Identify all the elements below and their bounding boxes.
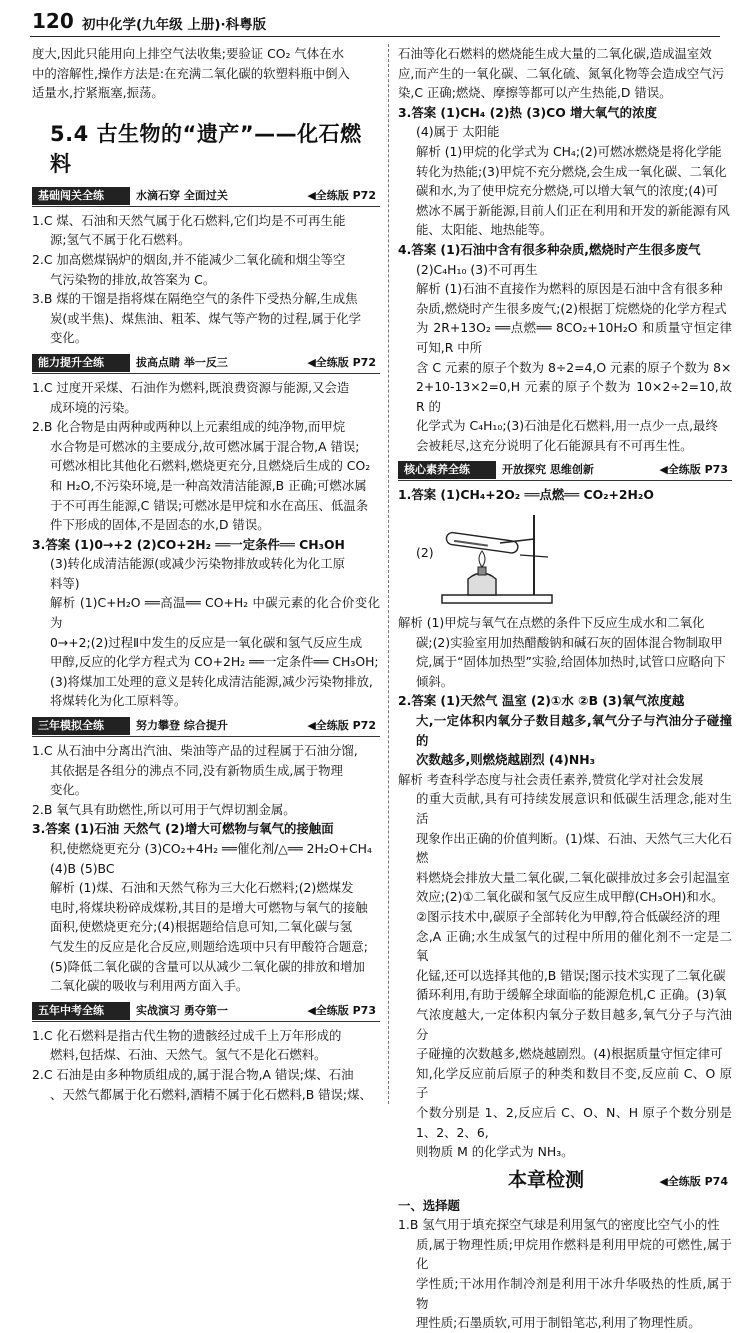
text-line: 石油等化石燃料的燃烧能生成大量的二氧化碳,造成温室效 — [398, 46, 712, 61]
text-line: ②图示技术中,碳原子全部转化为甲醇,符合低碳经济的理 — [416, 908, 720, 924]
text-line: 燃料,包括煤、石油、天然气。氢气不是化石燃料。 — [50, 1047, 327, 1063]
text-line: (3)将煤加工处理的意义是转化成清洁能源,减少污染物排放, — [50, 673, 373, 689]
text-line: 适量水,拧紧瓶塞,振荡。 — [32, 85, 164, 101]
bar-page-ref: ◀全练版 P73 — [659, 463, 728, 477]
bar-underline — [32, 206, 380, 207]
text-line: 、天然气都属于化石燃料,酒精不属于化石燃料,B 错误;煤、 — [50, 1086, 372, 1102]
text-line: 碳;(2)实验室用加热醋酸钠和碱石灰的固体混合物制取甲 — [416, 634, 723, 650]
bar-tag: 五年中考全练 — [32, 1002, 130, 1020]
text-line: 2.B 氧气具有助燃性,所以可用于气焊切割金属。 — [32, 801, 296, 817]
text-line: 中的溶解性,操作方法是:在充满二氧化碳的软塑料瓶中倒入 — [32, 65, 350, 81]
bar-subtitle: 努力攀登 综合提升 — [136, 719, 228, 733]
text-line: 倾斜。 — [416, 673, 454, 689]
text-line: 2+10-13×2=0,H 元素的原子个数为 10×2÷2=10,故 R 的 — [416, 379, 732, 414]
text-line: 子碰撞的次数越多,燃烧越剧烈。(4)根据质量守恒定律可 — [416, 1046, 723, 1062]
text-line: 于不可再生能源,C 错误;可燃冰是甲烷和水在高压、低温条 — [50, 497, 369, 513]
text-line: 个数分别是 1、2,反应后 C、O、N、H 原子个数分别是 1、2、2、6, — [416, 1104, 732, 1140]
text-line: 理性质;石墨质软,可用于制铅笔芯,利用了物理性质。 — [416, 1315, 701, 1331]
text-line: 杂质,燃烧时产生很多废气;(2)根据丁烷燃烧的化学方程式 — [416, 300, 727, 316]
text-line: 碳和水,为了使甲烷充分燃烧,可以增大氧气的浓度;(4)可 — [416, 183, 719, 199]
answer-block — [398, 485, 732, 505]
bar-tag: 基础闯关全练 — [32, 187, 130, 205]
bar-subtitle: 水滴石穿 全面过关 — [136, 188, 228, 202]
exercise-bar-exam — [32, 1000, 380, 1022]
text-line: 2.C 石油是由多种物质组成的,属于混合物,A 错误;煤、石油 — [32, 1066, 354, 1082]
text-line: 解析 (1)煤、石油和天然气称为三大化石燃料;(2)燃煤发 — [50, 880, 354, 896]
text-line: (3)转化成清洁能源(或减少污染物排放或转化为化工原 — [50, 556, 345, 572]
text-line: 1.答案 (1)CH₄+2O₂ ══点燃══ CO₂+2H₂O — [398, 487, 654, 503]
text-line: 成环境的污染。 — [50, 399, 137, 415]
text-line: 2.答案 (1)天然气 温室 (2)①水 ②B (3)氧气浓度越 — [398, 693, 685, 709]
text-line: 含 C 元素的原子个数为 8÷2=4,O 元素的原子个数为 8× — [416, 359, 732, 375]
bar-underline — [32, 1021, 380, 1022]
text-line: 学性质;干冰用作制冷剂是利用干冰升华吸热的性质,属于物 — [416, 1276, 732, 1311]
answer-block — [398, 44, 732, 455]
header-rule — [30, 36, 720, 37]
text-line: 二氧化碳的吸收与利用两方面入手。 — [50, 978, 249, 994]
text-line: 2.B 化合物是由两种或两种以上元素组成的纯净物,而甲烷 — [32, 419, 346, 435]
text-line: 料等) — [50, 575, 80, 591]
bar-subtitle: 实战演习 勇夺第一 — [136, 1003, 228, 1017]
text-line: 质,属于物理性质;甲烷用作燃料是利用甲烷的可燃性,属于化 — [416, 1236, 732, 1272]
page-header — [30, 8, 730, 38]
text-line: 则物质 M 的化学式为 NH₃。 — [416, 1144, 574, 1160]
column-divider — [388, 44, 389, 1104]
text-line: 解析 (1)C+H₂O ══高温══ CO+H₂ 中碳元素的化合价变化为 — [50, 595, 380, 631]
bar-page-ref: ◀全练版 P72 — [307, 719, 376, 733]
text-line: 气浓度越大,一定体积内氧分子数目越多,氧气分子与汽油分 — [416, 1006, 732, 1042]
text-line: 能、太阳能、地热能等。 — [416, 222, 553, 238]
text-line: 3.B 煤的干馏是指将煤在隔绝空气的条件下受热分解,生成焦 — [32, 291, 358, 307]
exercise-bar-mock — [32, 715, 380, 737]
text-line: 大,一定体积内氧分子数目越多,氧气分子与汽油分子碰撞的 — [416, 713, 732, 748]
exercise-bar-core — [398, 459, 732, 481]
bar-underline — [32, 373, 380, 374]
text-line: 1.C 过度开采煤、石油作为燃料,既浪费资源与能源,又会造 — [32, 379, 350, 395]
bar-page-ref: ◀全练版 P73 — [307, 1003, 376, 1017]
bar-page-ref: ◀全练版 P72 — [307, 188, 376, 202]
text-line: 变化。 — [50, 330, 88, 346]
text-line: (2)C₄H₁₀ (3)不可再生 — [416, 261, 538, 277]
text-line: 变化。 — [50, 782, 88, 798]
exercise-bar-ability — [32, 352, 380, 374]
left-column — [32, 44, 380, 1104]
page-number: 120 — [32, 9, 74, 33]
text-line: 3.答案 (1)石油 天然气 (2)增大可燃物与氧气的接触面 — [32, 821, 334, 837]
text-line: 1.C 从石油中分离出汽油、柴油等产品的过程属于石油分馏, — [32, 743, 358, 759]
text-line: 烷,属于“固体加热型”实验,给固体加热时,试管口应略向下 — [416, 654, 726, 670]
text-line: 积,使燃烧更充分 (3)CO₂+4H₂ ══催化剂/△══ 2H₂O+CH₄ — [50, 841, 372, 856]
text-line: 电时,将煤块粉碎成煤粉,其目的是增大可燃物与氧气的接触 — [50, 899, 368, 915]
text-line: 可燃冰相比其他化石燃料,燃烧更充分,且燃烧后生成的 CO₂ — [50, 458, 371, 474]
text-line: 件下形成的固体,不是固态的水,D 错误。 — [50, 517, 270, 533]
bar-tag: 三年模拟全练 — [32, 717, 130, 735]
bar-subtitle: 拔高点睛 举一反三 — [136, 355, 228, 369]
text-line: 面积,使燃烧更充分;(4)根据题给信息可知,二氧化碳与氢 — [50, 919, 353, 935]
text-line: 效应;(2)①二氧化碳和氢气反应生成甲醇(CH₃OH)和水。 — [416, 889, 724, 905]
chapter-test-page-ref: ◀全练版 P74 — [659, 1174, 728, 1188]
text-line: 燃冰不属于新能源,目前人们正在利用和开发的新能源有风 — [416, 202, 730, 218]
text-line: 2.C 加高燃煤锅炉的烟囱,并不能减少二氧化硫和烟尘等空 — [32, 251, 346, 267]
text-line: 和 H₂O,不污染环境,是一种高效清洁能源,B 正确;可燃冰属 — [50, 477, 367, 493]
text-line: (4)B (5)BC — [50, 860, 115, 876]
bar-subtitle: 开放探究 思维创新 — [502, 463, 594, 477]
subsection-title: 一、选择题 — [398, 1197, 460, 1213]
text-line: 解析 (1)石油不直接作为燃料的原因是石油中含有很多种 — [416, 281, 723, 297]
book-title: 初中化学(九年级 上册)·科粤版 — [82, 17, 267, 33]
text-line: 炭(或半焦)、煤焦油、粗苯、煤气等产物的过程,属于化学 — [50, 310, 361, 326]
text-line: 化锰,还可以选择其他的,B 错误;图示技术实现了二氧化碳 — [416, 967, 726, 983]
text-line: 其依据是各组分的沸点不同,没有新物质生成,属于物理 — [50, 762, 343, 778]
section-title: 5.4 古生物的“遗产”——化石燃料 — [50, 121, 362, 176]
exercise-bar-basic — [32, 185, 380, 207]
text-line: 3.答案 (1)CH₄ (2)热 (3)CO 增大氧气的浓度 — [398, 104, 657, 120]
text-line: 应,而产生的一氧化碳、二氧化硫、氮氧化物等会造成空气污 — [398, 65, 725, 81]
text-line: (5)降低二氧化碳的含量可以从减少二氧化碳的排放和增加 — [50, 958, 365, 974]
answer-block — [32, 1026, 380, 1104]
text-line: 源;氢气不属于化石燃料。 — [50, 232, 191, 248]
text-line: 的重大贡献,具有可持续发展意识和低碳生活理念,能对生活 — [416, 791, 732, 826]
text-line: 解析 (1)甲烷与氧气在点燃的条件下反应生成水和二氧化 — [398, 615, 705, 631]
bar-page-ref: ◀全练版 P72 — [307, 355, 376, 369]
text-line: 会被耗尽,这充分说明了化石能源具有不可再生性。 — [416, 437, 693, 453]
bar-tag: 核心素养全练 — [398, 461, 496, 479]
text-line: (4)属于 太阳能 — [416, 124, 500, 140]
apparatus-figure — [398, 509, 732, 609]
chapter-test-heading — [398, 1166, 732, 1194]
text-line: 1.C 煤、石油和天然气属于化石燃料,它们均是不可再生能 — [32, 212, 346, 228]
answer-block — [398, 1196, 732, 1333]
text-line: 水合物是可燃冰的主要成分,故可燃冰属于混合物,A 错误; — [50, 438, 360, 454]
text-line: 1.C 化石燃料是指古代生物的遗骸经过成千上万年形成的 — [32, 1027, 342, 1043]
answer-block — [32, 378, 380, 711]
text-line: 甲醇,反应的化学方程式为 CO+2H₂ ══一定条件══ CH₃OH; — [50, 654, 379, 670]
text-line: 转化为热能;(3)甲烷不充分燃烧,会生成一氧化碳、二氧化 — [416, 163, 727, 179]
text-line: 解析 考查科学态度与社会责任素养,赞赏化学对社会发展 — [398, 771, 704, 787]
text-line: 气污染物的排放,故答案为 C。 — [50, 271, 216, 287]
bar-underline — [32, 736, 380, 737]
bar-tag: 能力提升全练 — [32, 354, 130, 372]
text-line: 料燃烧会排放大量二氧化碳,二氧化碳排放过多会引起温室 — [416, 869, 730, 885]
text-line: 度大,因此只能用向上排空气法收集;要验证 CO₂ 气体在水 — [32, 46, 344, 61]
text-line: 0→+2;(2)过程Ⅱ中发生的反应是一氧化碳和氢气反应生成 — [50, 634, 363, 650]
bar-underline — [398, 480, 732, 481]
answer-block — [398, 613, 732, 1162]
text-line: 次数越多,则燃烧越剧烈 (4)NH₃ — [416, 752, 596, 768]
text-line: 气发生的反应是化合反应,则题给选项中只有甲酸符合题意; — [50, 938, 368, 954]
text-line: 染,C 正确;燃烧、摩擦等都可以产生热能,D 错误。 — [398, 85, 672, 101]
chapter-test-title: 本章检测 — [508, 1168, 585, 1191]
answer-block — [32, 741, 380, 996]
text-line: 1.B 氢气用于填充探空气球是利用氢气的密度比空气小的性 — [398, 1217, 720, 1233]
text-line: 念,A 正确;水生成氢气的过程中所用的催化剂不一定是二氧 — [416, 928, 732, 964]
text-line: 解析 (1)甲烷的化学式为 CH₄;(2)可燃冰燃烧是将化学能 — [416, 143, 722, 159]
text-line: 4.答案 (1)石油中含有很多种杂质,燃烧时产生很多废气 — [398, 241, 701, 257]
text-line: 循环利用,有助于缓解全球面临的能源危机,C 正确。(3)氧 — [416, 987, 727, 1003]
intro-text — [32, 44, 380, 103]
text-line: 知,化学反应前后原子的种类和数目不变,反应前 C、O 原子 — [416, 1065, 732, 1101]
text-line: 3.答案 (1)0→+2 (2)CO+2H₂ ══一定条件══ CH₃OH — [32, 536, 345, 552]
heating-apparatus-diagram — [438, 509, 588, 609]
text-line: 化学式为 C₄H₁₀;(3)石油是化石燃料,用一点少一点,最终 — [416, 418, 718, 434]
text-line: 为 2R+13O₂ ══点燃══ 8CO₂+10H₂O 和质量守恒定律可知,R 中所 — [416, 320, 732, 355]
right-column — [398, 44, 732, 1333]
answer-block — [32, 211, 380, 348]
text-line: 现象作出正确的价值判断。(1)煤、石油、天然气三大化石燃 — [416, 830, 732, 866]
figure-label: (2) — [416, 545, 434, 561]
text-line: 将煤转化为化工原料等。 — [50, 693, 187, 709]
